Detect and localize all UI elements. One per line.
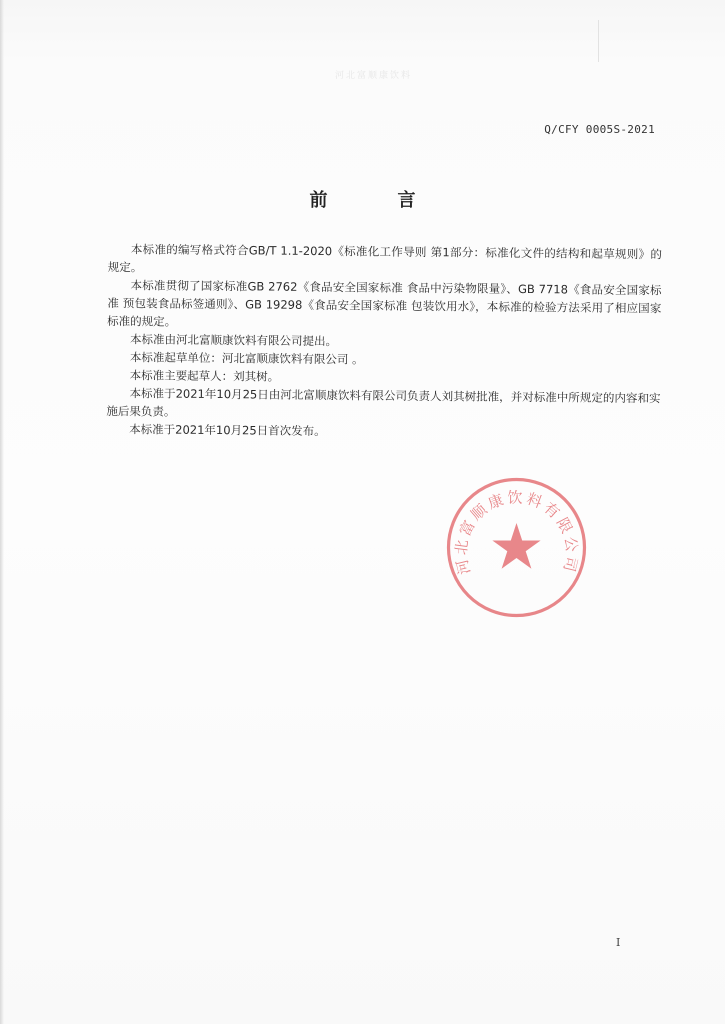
page-title: [0, 186, 725, 212]
page-number: I: [616, 936, 621, 949]
foreword-body: [106, 240, 662, 443]
scan-shadow: [0, 0, 4, 1024]
paragraph-drafter: 本标准主要起草人：刘其树。: [129, 368, 280, 384]
seal-star-icon: [492, 523, 540, 569]
bleed-through-text: 河北富顺康饮料: [335, 71, 413, 81]
title-char-1: 前: [309, 190, 328, 211]
paragraph-release: 本标准于2021年10月25日首次发布。: [129, 422, 326, 439]
paragraph-proposer: 本标准由河北富顺康饮料有限公司提出。: [129, 332, 338, 349]
paragraph-drafting-unit: 本标准起草单位：河北富顺康饮料有限公司 。: [129, 350, 364, 367]
company-seal: [444, 475, 589, 620]
paragraph-approval: 本标准于2021年10月25日由河北富顺康饮料有限公司负责人刘其树批准，并对标准中所规定的内容和实施后果负责。: [106, 386, 661, 419]
scan-artifact: [598, 20, 599, 62]
paragraph-referenced-standards: 本标准贯彻了国家标准GB 2762《食品安全国家标准 食品中污染物限量》、GB 7718《食品安全国家标准 预包装食品标签通则》、GB 19298《食品安全国家标准 包装饮用水》，本标准的检验方法采用了相应国家标准的规定。: [107, 278, 662, 329]
standard-number: Q/CFY 0005S-2021: [544, 123, 655, 136]
paragraph-format: 本标准的编写格式符合GB/T 1.1-2020《标准化工作导则 第1部分：标准化文件的结构和起草规则》的规定。: [107, 242, 662, 275]
seal-text: 河北富顺康饮料有限公司: [451, 488, 582, 577]
title-char-2: 言: [397, 190, 416, 211]
